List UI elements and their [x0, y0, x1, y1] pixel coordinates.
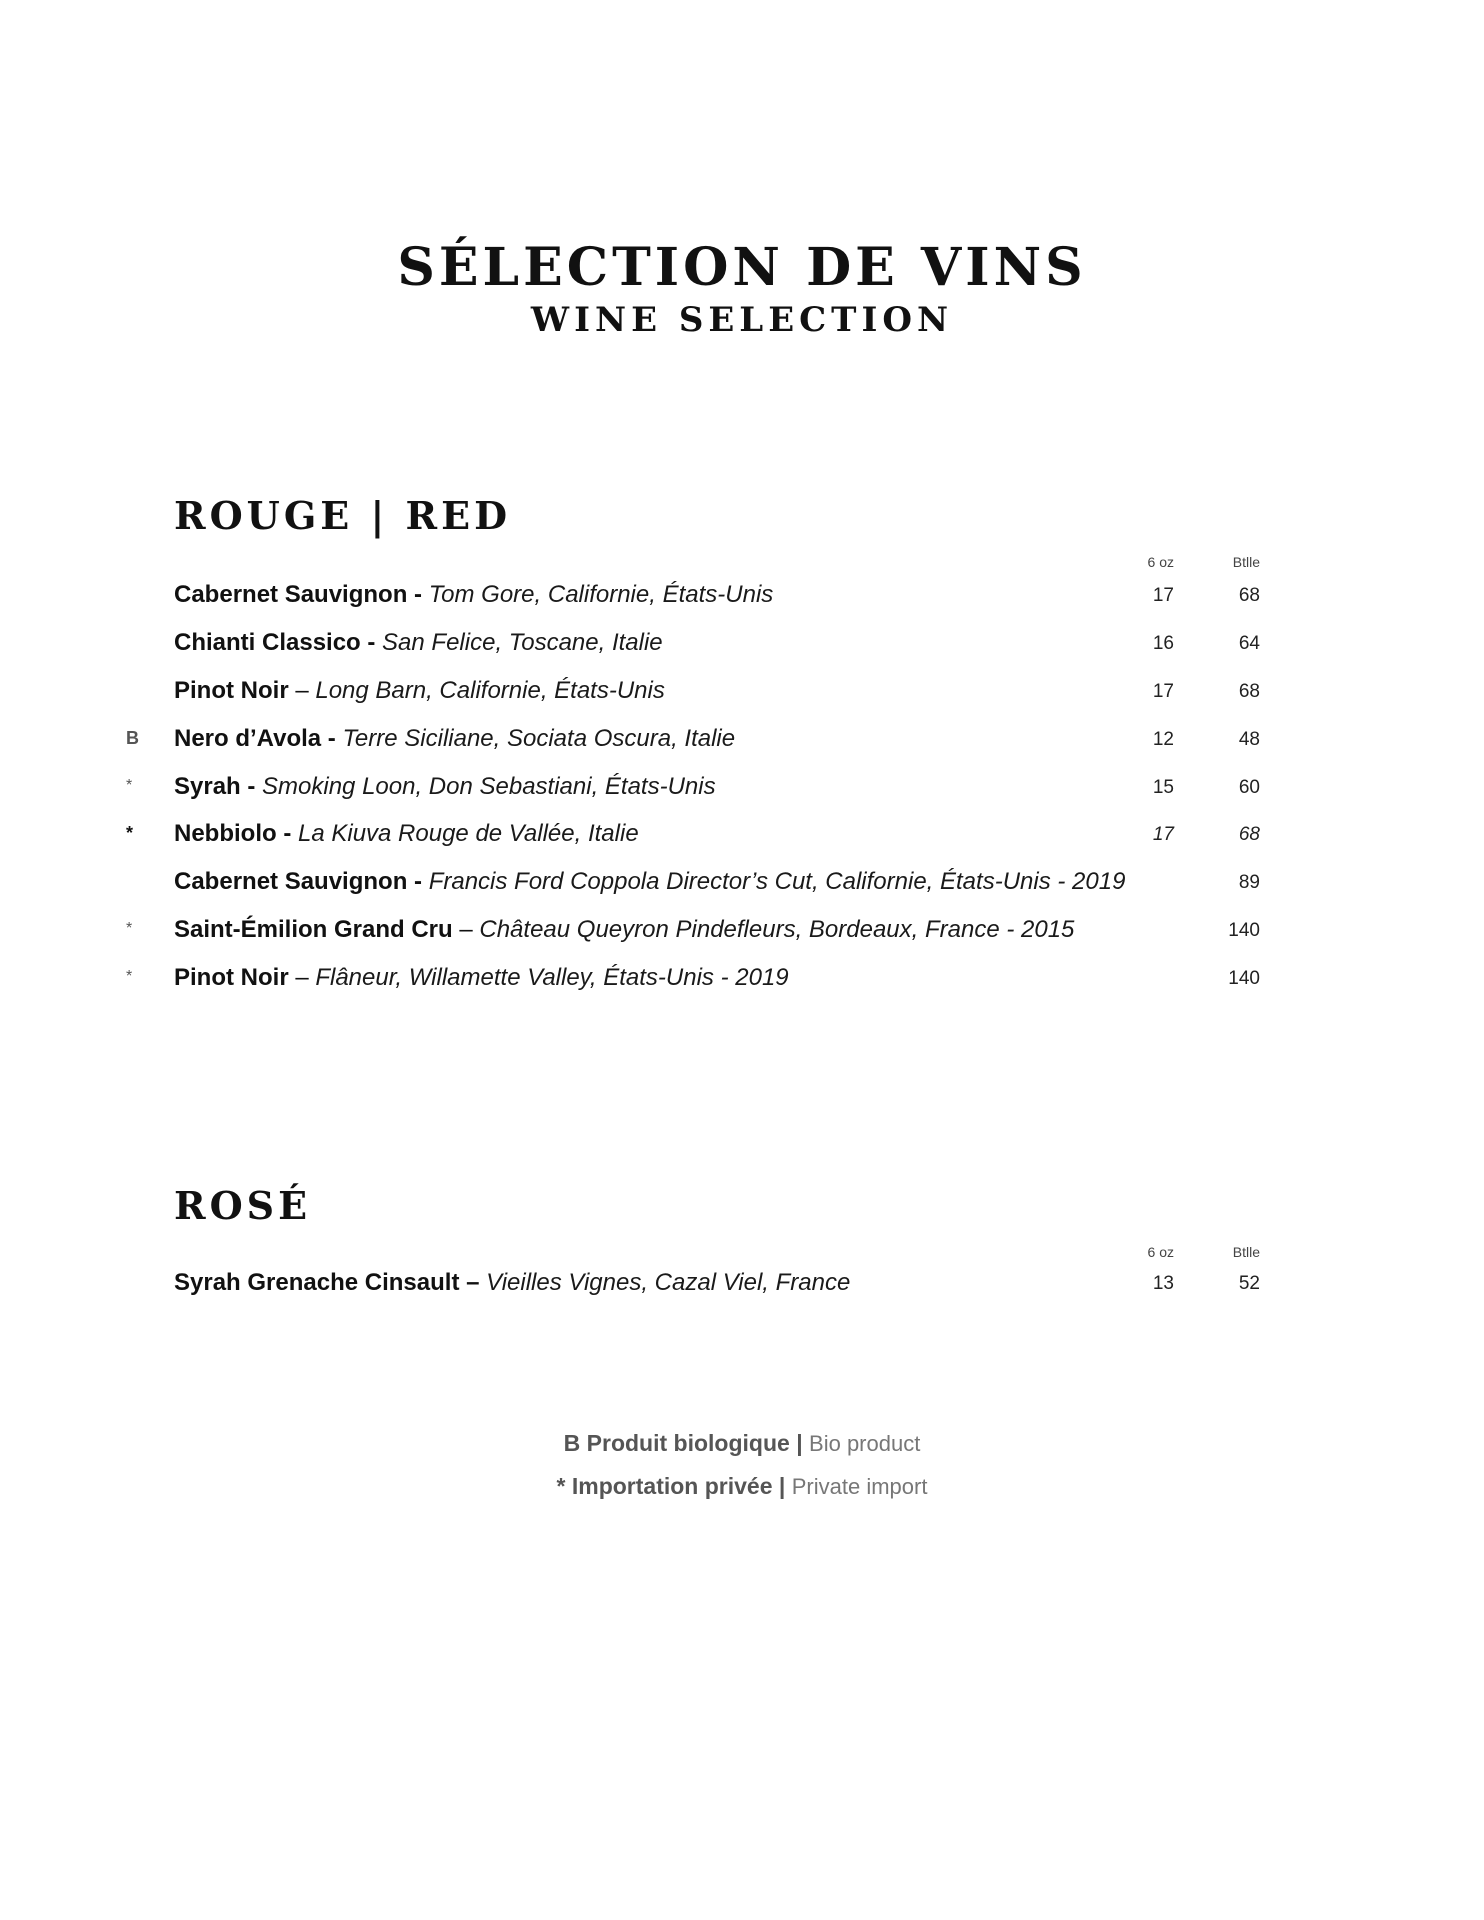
wine-row [0, 1264, 1484, 1304]
organic-mark: B [126, 728, 139, 748]
wine-row [0, 863, 1484, 903]
private-import-mark: * [126, 823, 134, 843]
wine-description: Tom Gore, Californie, États-Unis [428, 581, 774, 608]
wine-entry [174, 580, 773, 610]
wine-entry [174, 628, 663, 658]
price-bottle: 140 [1228, 968, 1260, 989]
wine-row [0, 815, 1484, 855]
wine-separator: – [288, 677, 316, 704]
wine-entry [174, 963, 789, 993]
wine-entry [174, 724, 735, 754]
wine-description: Château Queyron Pindefleurs, Bordeaux, France - 2015 [479, 916, 1075, 943]
price-glass: 16 [1152, 633, 1174, 654]
price-glass: 17 [1152, 681, 1174, 702]
wine-name: Nebbiolo [174, 820, 277, 847]
wine-entry [174, 772, 716, 802]
wine-separator: - [407, 581, 429, 608]
wine-row [0, 959, 1484, 999]
wine-name: Pinot Noir [174, 677, 289, 704]
wine-separator: - [276, 820, 298, 847]
column-header-bottle: Btlle [1232, 554, 1260, 570]
price-bottle: 68 [1238, 824, 1260, 845]
legend-private-import [0, 1471, 1484, 1502]
wine-description: San Felice, Toscane, Italie [382, 629, 663, 656]
wine-name: Chianti Classico [174, 629, 361, 656]
wine-entry [174, 676, 665, 706]
wine-separator: - [407, 868, 429, 895]
wine-entry [174, 915, 1074, 945]
wine-name: Syrah Grenache Cinsault [174, 1269, 460, 1296]
wine-separator: - [240, 773, 263, 800]
price-bottle: 89 [1238, 872, 1260, 893]
price-bottle: 52 [1238, 1273, 1260, 1294]
price-bottle: 64 [1238, 633, 1260, 654]
wine-separator: - [360, 629, 383, 656]
legend-organic-translation: Bio product [809, 1431, 921, 1456]
wine-row [0, 911, 1484, 951]
wine-separator: – [288, 964, 316, 991]
private-import-mark: * [126, 920, 133, 937]
wine-row [0, 576, 1484, 616]
price-bottle: 68 [1238, 681, 1260, 702]
column-header-glass: 6 oz [1147, 1244, 1174, 1260]
legend-organic-label: B Produit biologique | [563, 1430, 803, 1456]
page-title: SÉLECTION DE VINS [397, 237, 1087, 298]
wine-entry [174, 1268, 850, 1298]
section-title-rose: ROSÉ [174, 1183, 312, 1228]
price-bottle: 48 [1238, 729, 1260, 750]
wine-name: Cabernet Sauvignon [174, 581, 408, 608]
legend-private-import-translation: Private import [791, 1474, 928, 1499]
private-import-mark: * [126, 968, 133, 985]
section-title-red: ROUGE | RED [174, 493, 512, 538]
wine-row [0, 672, 1484, 712]
wine-entry [174, 867, 1125, 897]
wine-separator: – [459, 1269, 487, 1296]
wine-description: Terre Siciliane, Sociata Oscura, Italie [342, 725, 736, 752]
price-glass: 12 [1152, 729, 1174, 750]
wine-entry [174, 819, 639, 849]
wine-separator: – [452, 916, 480, 943]
wine-description: Flâneur, Willamette Valley, États-Unis - 2019 [315, 964, 789, 991]
wine-description: Smoking Loon, Don Sebastiani, États-Unis [262, 773, 716, 800]
legend-private-import-label: * Importation privée | [556, 1473, 786, 1499]
wine-description: La Kiuva Rouge de Vallée, Italie [297, 820, 639, 847]
price-glass: 17 [1152, 824, 1174, 845]
wine-name: Nero d’Avola [174, 725, 322, 752]
wine-description: Vieilles Vignes, Cazal Viel, France [486, 1269, 851, 1296]
price-bottle: 140 [1228, 920, 1260, 941]
price-bottle: 60 [1238, 777, 1260, 798]
wine-description: Long Barn, Californie, États-Unis [315, 677, 665, 704]
page-subtitle: WINE SELECTION [530, 300, 954, 340]
price-glass: 13 [1152, 1273, 1174, 1294]
column-header-glass: 6 oz [1147, 554, 1174, 570]
wine-name: Pinot Noir [174, 964, 289, 991]
wine-row [0, 768, 1484, 808]
price-bottle: 68 [1238, 585, 1260, 606]
price-glass: 15 [1152, 777, 1174, 798]
price-glass: 17 [1152, 585, 1174, 606]
private-import-mark: * [126, 777, 133, 794]
column-header-bottle: Btlle [1232, 1244, 1260, 1260]
wine-row [0, 624, 1484, 664]
wine-name: Saint-Émilion Grand Cru [174, 916, 453, 943]
legend-organic [0, 1428, 1484, 1459]
wine-name: Cabernet Sauvignon [174, 868, 408, 895]
wine-name: Syrah [174, 773, 241, 800]
wine-description: Francis Ford Coppola Director’s Cut, Californie, États-Unis - 2019 [428, 868, 1126, 895]
wine-row [0, 720, 1484, 760]
wine-separator: - [321, 725, 343, 752]
